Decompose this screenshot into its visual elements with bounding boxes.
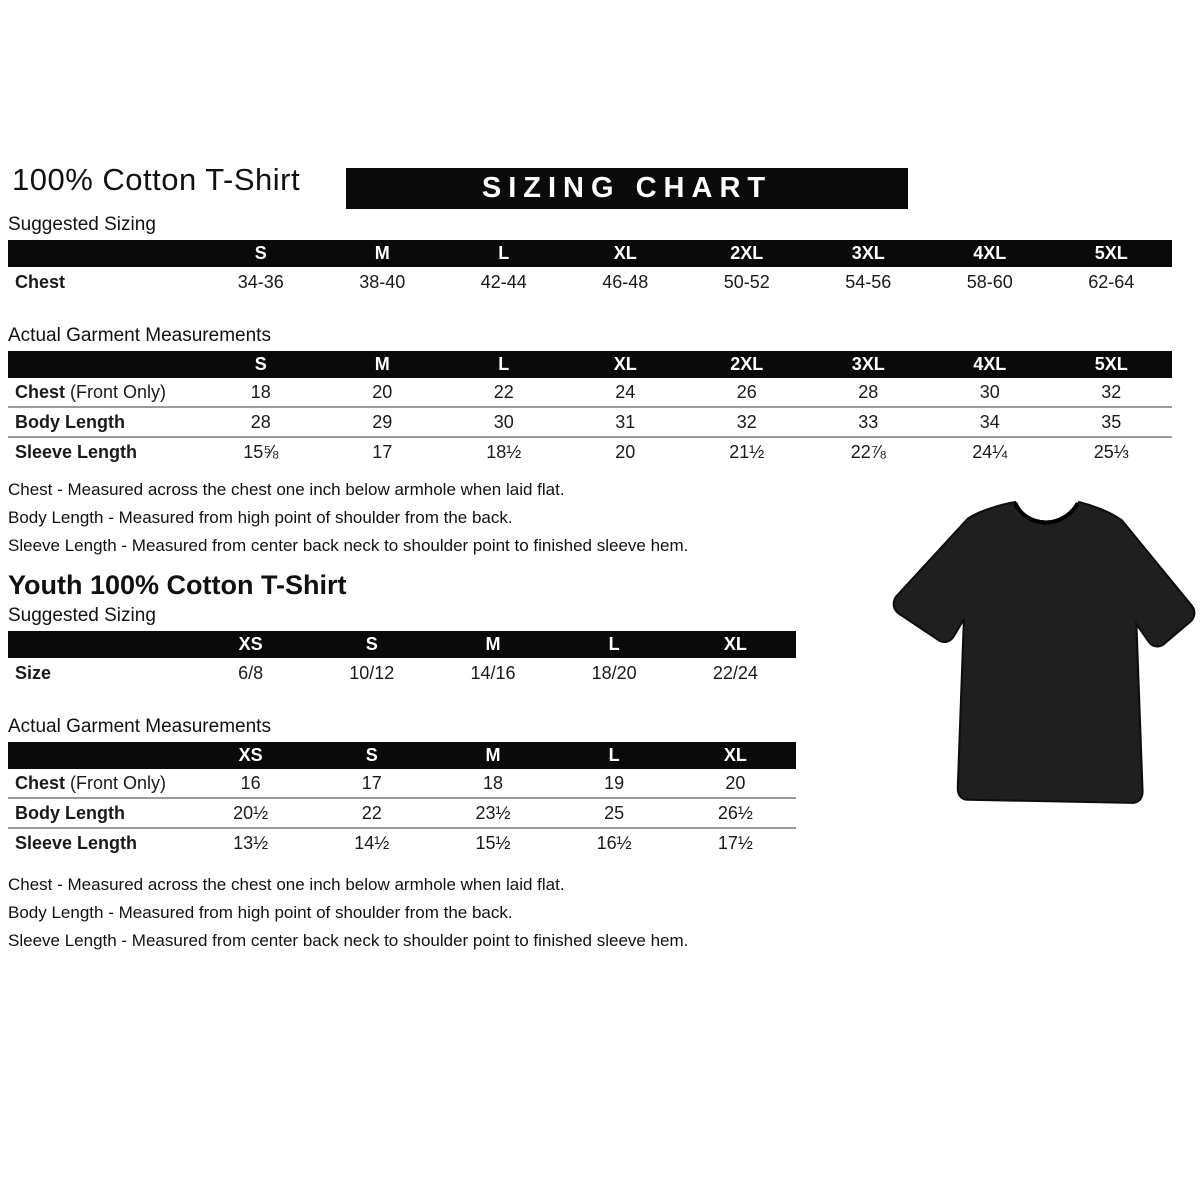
sizing-chart-banner: SIZING CHART [346, 168, 908, 209]
col-header-m: M [322, 351, 444, 378]
col-header-m: M [322, 240, 444, 267]
cell: 54-56 [845, 271, 892, 292]
row-label: Chest [15, 271, 66, 292]
cell: 6/8 [238, 662, 264, 683]
cell: 15⅝ [200, 437, 322, 466]
youth-suggested-sizing-table [8, 631, 796, 688]
cell: 26½ [675, 798, 796, 828]
col-header-xl: XL [565, 351, 687, 378]
col-header-m: M [432, 631, 553, 658]
table-header-row [8, 742, 796, 769]
cell: 46-48 [602, 271, 649, 292]
cell: 22 [311, 798, 432, 828]
col-header-m: M [432, 742, 553, 769]
col-header-xs: XS [190, 742, 311, 769]
row-label: Sleeve Length [8, 828, 190, 857]
cell: 23½ [432, 798, 553, 828]
col-header-xl: XL [675, 742, 796, 769]
cell: 38-40 [359, 271, 406, 292]
cell: 34-36 [237, 271, 284, 292]
youth-section-title: Youth 100% Cotton T-Shirt [8, 570, 347, 600]
col-header-5xl: 5XL [1051, 240, 1173, 267]
col-header-3xl: 3XL [808, 240, 930, 267]
col-header-l: L [443, 351, 565, 378]
cell: 21½ [686, 437, 808, 466]
note-body-length: Body Length - Measured from high point of shoulder from the back. [8, 903, 513, 922]
cell: 18½ [443, 437, 565, 466]
col-header-s: S [200, 240, 322, 267]
cell: 30 [443, 407, 565, 437]
col-header-xl: XL [565, 240, 687, 267]
col-header-l: L [554, 631, 675, 658]
col-header-3xl: 3XL [808, 351, 930, 378]
cell: 18/20 [591, 662, 637, 683]
cell: 22⅞ [808, 437, 930, 466]
youth-actual-measurements-table [8, 742, 796, 857]
cell: 16 [240, 772, 261, 793]
cell: 18 [250, 381, 271, 402]
tshirt-icon [890, 474, 1198, 836]
table-row-sleeve-length [8, 437, 1172, 466]
cell: 28 [858, 381, 879, 402]
cell: 20 [372, 381, 393, 402]
col-header-s: S [311, 631, 432, 658]
table-header-row [8, 240, 1172, 267]
cell: 24 [615, 381, 636, 402]
col-header-blank [8, 351, 200, 378]
cell: 24¼ [929, 437, 1051, 466]
table-row-size [8, 658, 796, 688]
adult-suggested-sizing-table [8, 240, 1172, 297]
table-row-body-length [8, 407, 1172, 437]
col-header-4xl: 4XL [929, 351, 1051, 378]
col-header-blank [8, 742, 190, 769]
col-header-s: S [311, 742, 432, 769]
cell: 28 [200, 407, 322, 437]
col-header-xs: XS [190, 631, 311, 658]
note-chest: Chest - Measured across the chest one inch below armhole when laid flat. [8, 875, 565, 894]
row-label: Body Length [8, 407, 200, 437]
cell: 32 [1101, 381, 1122, 402]
cell: 18 [482, 772, 503, 793]
cell: 16½ [554, 828, 675, 857]
table-row-chest [8, 267, 1172, 297]
col-header-4xl: 4XL [929, 240, 1051, 267]
cell: 20½ [190, 798, 311, 828]
cell: 13½ [190, 828, 311, 857]
cell: 32 [686, 407, 808, 437]
page-title: 100% Cotton T-Shirt [12, 162, 301, 197]
adult-actual-measurements-table [8, 351, 1172, 466]
cell: 50-52 [723, 271, 770, 292]
table-header-row [8, 351, 1172, 378]
cell: 42-44 [480, 271, 527, 292]
row-label: Body Length [8, 798, 190, 828]
title-row [8, 160, 1174, 210]
cell: 10/12 [349, 662, 395, 683]
row-label: Size [15, 662, 52, 683]
col-header-xl: XL [675, 631, 796, 658]
note-sleeve-length: Sleeve Length - Measured from center back neck to shoulder point to finished sleeve hem. [8, 931, 689, 950]
cell: 30 [979, 381, 1000, 402]
cell: 62-64 [1088, 271, 1135, 292]
cell: 20 [725, 772, 746, 793]
col-header-blank [8, 240, 200, 267]
cell: 25⅓ [1051, 437, 1173, 466]
youth-suggested-sizing-label: Suggested Sizing [8, 605, 156, 626]
note-sleeve-length: Sleeve Length - Measured from center back neck to shoulder point to finished sleeve hem. [8, 536, 689, 555]
cell: 19 [604, 772, 625, 793]
table-row-body-length [8, 798, 796, 828]
adult-actual-measurements-label: Actual Garment Measurements [8, 325, 271, 346]
col-header-5xl: 5XL [1051, 351, 1173, 378]
cell: 22/24 [712, 662, 758, 683]
note-body-length: Body Length - Measured from high point of shoulder from the back. [8, 508, 513, 527]
col-header-blank [8, 631, 190, 658]
table-row-chest [8, 378, 1172, 407]
black-tshirt-image [890, 474, 1198, 836]
cell: 25 [554, 798, 675, 828]
col-header-l: L [443, 240, 565, 267]
note-chest: Chest - Measured across the chest one inch below armhole when laid flat. [8, 480, 565, 499]
col-header-l: L [554, 742, 675, 769]
cell: 35 [1051, 407, 1173, 437]
col-header-2xl: 2XL [686, 351, 808, 378]
row-label: Sleeve Length [8, 437, 200, 466]
cell: 22 [493, 381, 514, 402]
adult-suggested-sizing-label: Suggested Sizing [8, 214, 156, 235]
cell: 58-60 [966, 271, 1013, 292]
cell: 17 [361, 772, 382, 793]
row-label: Chest (Front Only) [15, 381, 167, 402]
cell: 17½ [675, 828, 796, 857]
cell: 33 [808, 407, 930, 437]
cell: 26 [736, 381, 757, 402]
cell: 14½ [311, 828, 432, 857]
col-header-s: S [200, 351, 322, 378]
table-row-chest [8, 769, 796, 798]
cell: 17 [322, 437, 444, 466]
tshirt-body-shape [894, 502, 1195, 803]
cell: 34 [929, 407, 1051, 437]
cell: 15½ [432, 828, 553, 857]
col-header-2xl: 2XL [686, 240, 808, 267]
youth-measurement-notes [8, 871, 1174, 955]
cell: 29 [322, 407, 444, 437]
cell: 31 [565, 407, 687, 437]
row-label: Chest (Front Only) [15, 772, 167, 793]
cell: 14/16 [470, 662, 516, 683]
youth-actual-measurements-label: Actual Garment Measurements [8, 716, 271, 737]
table-row-sleeve-length [8, 828, 796, 857]
table-header-row [8, 631, 796, 658]
cell: 20 [565, 437, 687, 466]
